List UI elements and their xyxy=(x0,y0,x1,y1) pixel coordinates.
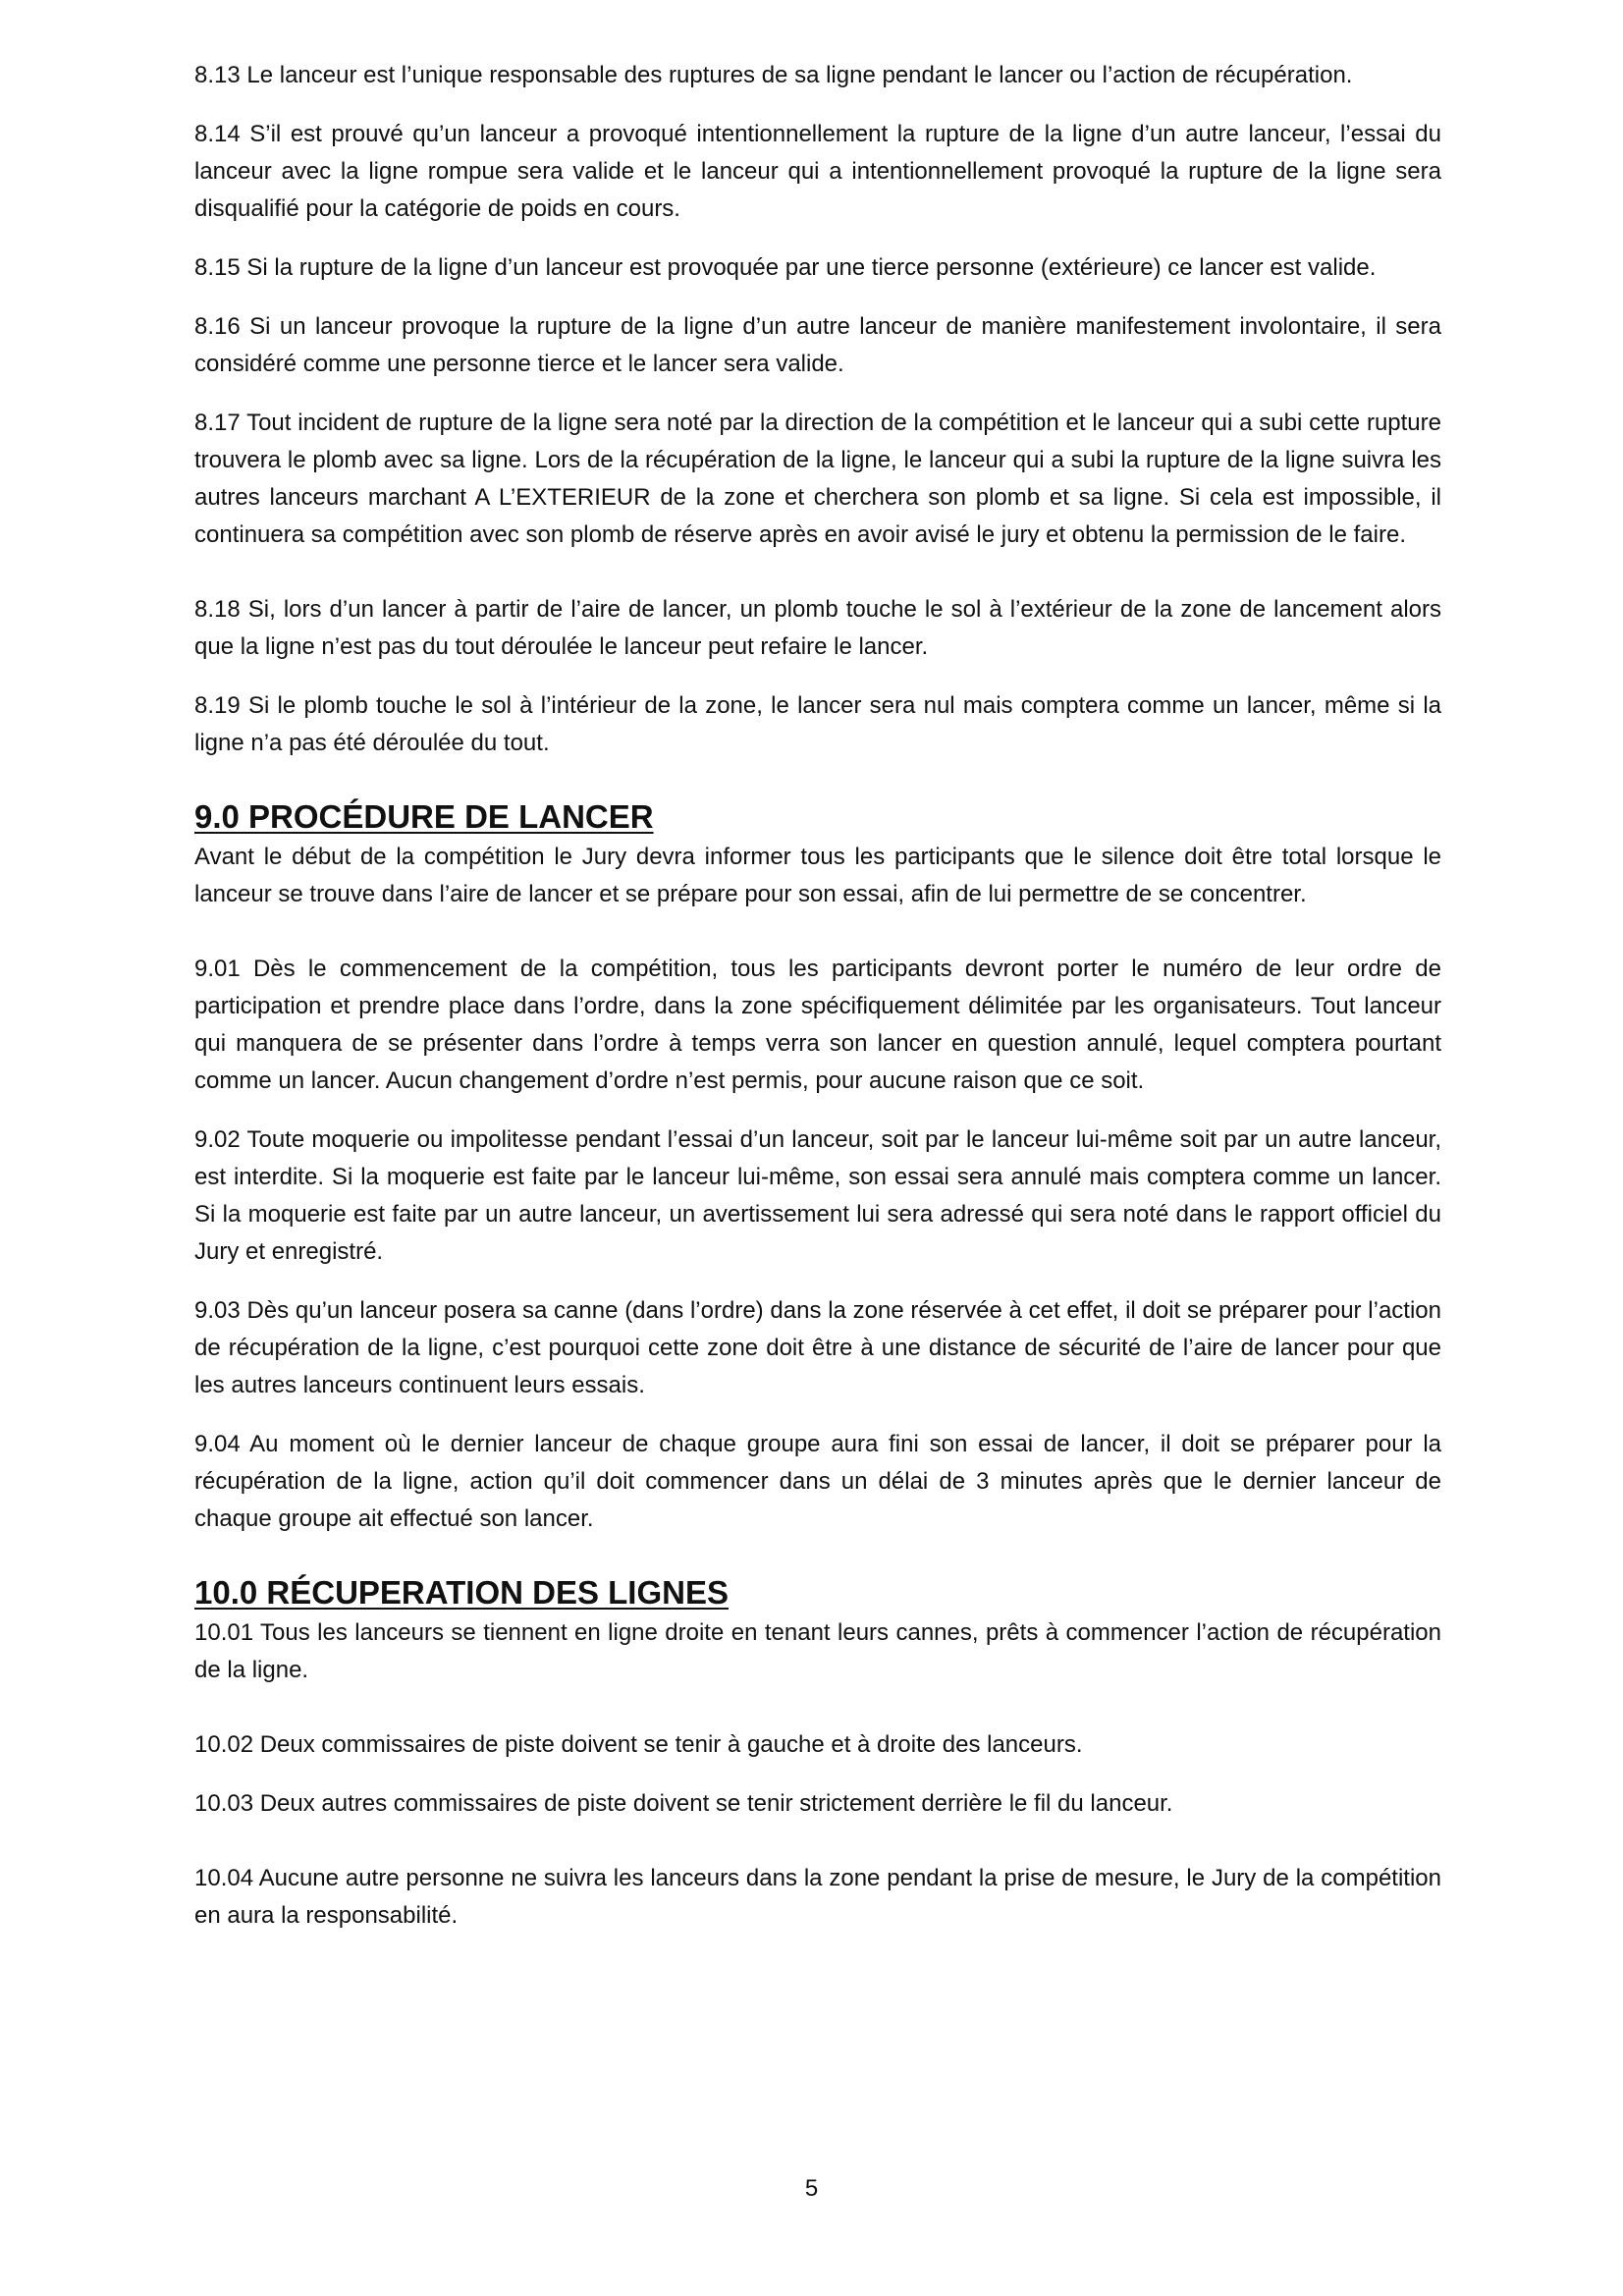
paragraph-8-19: 8.19 Si le plomb touche le sol à l’intérieur de la zone, le lancer sera nul mais comptera comme un lancer, même si la ligne n’a pas été déroulée du tout. xyxy=(194,692,1441,756)
paragraph-8-14: 8.14 S’il est prouvé qu’un lanceur a provoqué intentionnellement la rupture de la ligne d’un autre lanceur, l’essai du lanceur avec la ligne rompue sera valide et le lanceur qui a intentionnellement provoqué la rupture de la ligne sera disqualifié pour la catégorie de poids en cours. xyxy=(194,121,1441,222)
paragraph-9-04: 9.04 Au moment où le dernier lanceur de chaque groupe aura fini son essai de lancer, il doit se préparer pour la récupération de la ligne, action qu’il doit commencer dans un délai de 3 minutes après que le dernier lanceur de chaque groupe ait effectué son lancer. xyxy=(194,1431,1441,1532)
paragraph-9-intro: Avant le début de la compétition le Jury devra informer tous les participants que le silence doit être total lorsque le lanceur se trouve dans l’aire de lancer et se prépare pour son essai, afin de lui permettre de se concentrer. xyxy=(194,844,1441,907)
section-heading-9: 9.0 PROCÉDURE DE LANCER xyxy=(194,798,654,835)
paragraph-10-04: 10.04 Aucune autre personne ne suivra les lanceurs dans la zone pendant la prise de mesure, le Jury de la compétition en aura la responsabilité. xyxy=(194,1865,1441,1929)
paragraph-10-02: 10.02 Deux commissaires de piste doivent se tenir à gauche et à droite des lanceurs. xyxy=(194,1731,1083,1758)
section-heading-10: 10.0 RÉCUPERATION DES LIGNES xyxy=(194,1574,730,1611)
paragraph-8-18: 8.18 Si, lors d’un lancer à partir de l’aire de lancer, un plomb touche le sol à l’extérieur de la zone de lancement alors que la ligne n’est pas du tout déroulée le lanceur peut refaire le lancer. xyxy=(194,596,1441,660)
paragraph-8-17: 8.17 Tout incident de rupture de la ligne sera noté par la direction de la compétition et le lanceur qui a subi cette rupture trouvera le plomb avec sa ligne. Lors de la récupération de la ligne, le lanceur qui a subi la rupture de la ligne suivra les autres lanceurs marchant A L’EXTERIEUR de la zone et cherchera son plomb et sa ligne. Si cela est impossible, il continuera sa compétition avec son plomb de réserve après en avoir avisé le jury et obtenu la permission de le faire. xyxy=(194,410,1441,548)
paragraph-10-01: 10.01 Tous les lanceurs se tiennent en ligne droite en tenant leurs cannes, prêts à commencer l’action de récupération de la ligne. xyxy=(194,1619,1441,1683)
paragraph-9-02: 9.02 Toute moquerie ou impolitesse pendant l’essai d’un lanceur, soit par le lanceur lui-même soit par un autre lanceur, est interdite. Si la moquerie est faite par le lanceur lui-même, son essai sera annulé mais comptera comme un lancer. Si la moquerie est faite par un autre lanceur, un avertissement lui sera adressé qui sera noté dans le rapport officiel du Jury et enregistré. xyxy=(194,1126,1441,1265)
paragraph-9-01: 9.01 Dès le commencement de la compétition, tous les participants devront porter le numéro de leur ordre de participation et prendre place dans l’ordre, dans la zone spécifiquement délimitée par les organisateurs. Tout lanceur qui manquera de se présenter dans l’ordre à temps verra son lancer en question annulé, lequel comptera pourtant comme un lancer. Aucun changement d’ordre n’est permis, pour aucune raison que ce soit. xyxy=(194,956,1441,1094)
page-number: 5 xyxy=(804,2175,819,2202)
paragraph-9-03: 9.03 Dès qu’un lanceur posera sa canne (dans l’ordre) dans la zone réservée à cet effet, il doit se préparer pour l’action de récupération de la ligne, c’est pourquoi cette zone doit être à une distance de sécurité de l’aire de lancer pour que les autres lanceurs continuent leurs essais. xyxy=(194,1297,1441,1398)
paragraph-8-15: 8.15 Si la rupture de la ligne d’un lanceur est provoquée par une tierce personne (extérieure) ce lancer est valide. xyxy=(194,254,1377,281)
paragraph-10-03: 10.03 Deux autres commissaires de piste doivent se tenir strictement derrière le fil du lanceur. xyxy=(194,1790,1173,1817)
paragraph-8-13: 8.13 Le lanceur est l’unique responsable des ruptures de sa ligne pendant le lancer ou l’action de récupération. xyxy=(194,62,1353,88)
document-page xyxy=(194,57,1441,1956)
paragraph-8-16: 8.16 Si un lanceur provoque la rupture de la ligne d’un autre lanceur de manière manifestement involontaire, il sera considéré comme une personne tierce et le lancer sera valide. xyxy=(194,313,1441,377)
